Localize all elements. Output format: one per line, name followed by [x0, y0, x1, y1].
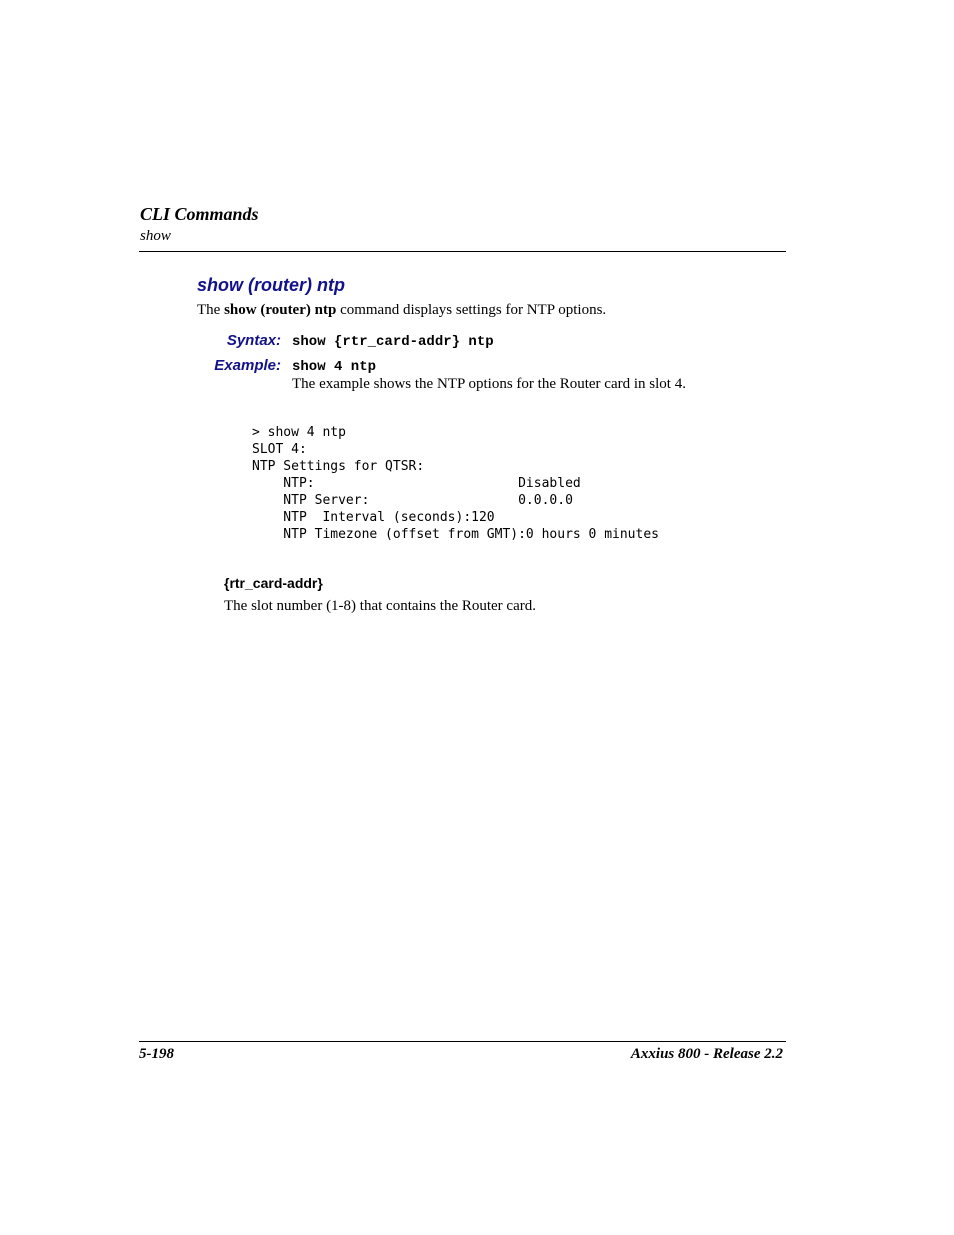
parameter-name: {rtr_card-addr} [224, 575, 323, 591]
footer-product: Axxius 800 - Release 2.2 [630, 1046, 783, 1062]
running-header-subtitle: show [140, 228, 171, 244]
syntax-command: show {rtr_card-addr} ntp [292, 334, 494, 350]
code-line: NTP Timezone (offset from GMT):0 hours 0 minutes [252, 527, 659, 542]
example-description: The example shows the NTP options for the Router card in slot 4. [292, 376, 686, 392]
intro-command-name: show (router) ntp [224, 302, 337, 318]
footer-rule [139, 1041, 786, 1042]
intro-text-post: command displays settings for NTP options. [336, 302, 607, 318]
code-line: > show 4 ntp [252, 425, 346, 440]
code-line: NTP Interval (seconds):120 [283, 510, 495, 525]
section-title: show (router) ntp [197, 275, 345, 295]
example-command: show 4 ntp [292, 359, 377, 375]
code-line: SLOT 4: [252, 442, 307, 457]
code-line: NTP Server: 0.0.0.0 [283, 493, 573, 508]
example-label: Example: [214, 357, 281, 374]
syntax-label: Syntax: [226, 332, 281, 349]
parameter-description: The slot number (1-8) that contains the Router card. [224, 598, 536, 614]
intro-text-pre: The [197, 302, 225, 318]
page-number: 5-198 [139, 1046, 174, 1062]
running-header-title: CLI Commands [140, 204, 259, 224]
header-rule [139, 251, 786, 252]
code-line: NTP Settings for QTSR: [252, 459, 425, 474]
code-example-block [252, 424, 659, 543]
code-line: NTP: Disabled [283, 476, 581, 491]
section-intro [197, 302, 606, 319]
